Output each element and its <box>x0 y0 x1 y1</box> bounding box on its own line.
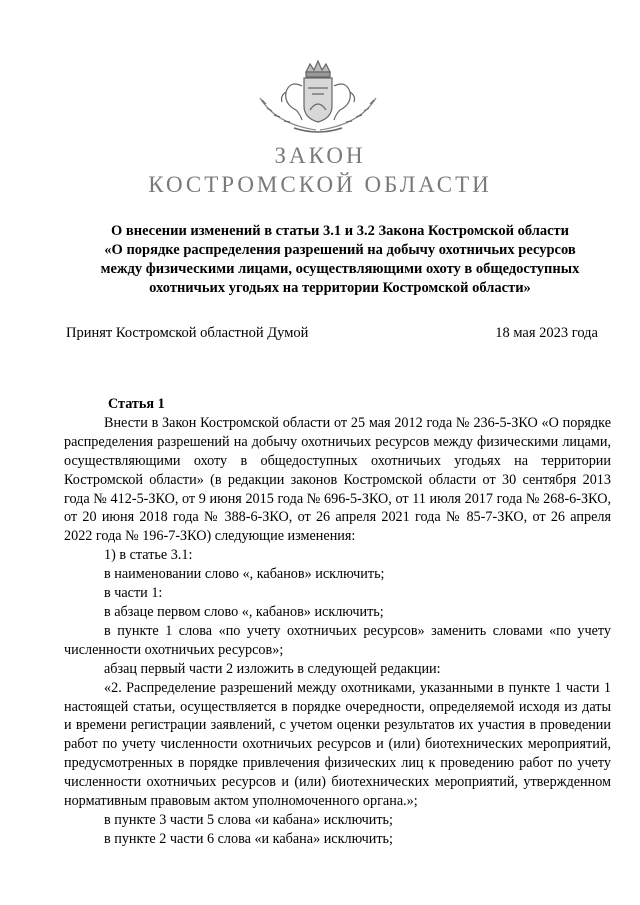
heading-line: охотничьих угодьях на территории Костромской области» <box>149 280 531 296</box>
paragraph: в абзаце первом слово «, кабанов» исключить; <box>104 603 384 620</box>
heading-line: «О порядке распределения разрешений на добычу охотничьих ресурсов <box>104 242 576 258</box>
paragraph: «2. Распределение разрешений между охотниками, указанными в пункте 1 части 1 настоящей статьи, осуществляется в порядке очередности, определяемой исходя из даты и времени регистрации заявлений, с учетом оценки результатов их участия в проведении работ по учету численности охотничьих ресурсов и (или) биотехнических мероприятий, предусмотренных в порядке привлечения физических лиц к проведению работ по учету численности охотничьих ресурсов и (или) биотехнических мероприятий, утвержденном нормативным правовым актом уполномоченного органа.»; <box>64 679 611 810</box>
paragraph: в пункте 3 части 5 слова «и кабана» исключить; <box>104 811 393 828</box>
paragraph: 1) в статье 3.1: <box>104 547 193 564</box>
paragraph: Внести в Закон Костромской области от 25 мая 2012 года № 236-5-ЗКО «О порядке распределения разрешений на добычу охотничьих ресурсов между физическими лицами, осуществляющими охоту в общедоступных охотничьих угодьях на территории Костромской области» (в редакции законов Костромской области от 30 сентября 2013 года № 412-5-ЗКО, от 9 июня 2015 года № 696-5-ЗКО, от 11 июля 2017 года № 268-6-ЗКО, от 20 июня 2018 года № 388-6-ЗКО, от 26 апреля 2021 года № 85-7-ЗКО, от 26 апреля 2022 года № 196-7-ЗКО) следующие изменения: <box>64 414 611 545</box>
adoption-line <box>66 325 598 342</box>
paragraph: в пункте 2 части 6 слова «и кабана» исключить; <box>104 830 393 847</box>
region-name: КОСТРОМСКОЙ ОБЛАСТИ <box>148 172 492 197</box>
law-word: ЗАКОН <box>274 143 366 168</box>
paragraph: в пункте 1 слова «по учету охотничьих ресурсов» заменить словами «по учету численности охотничьих ресурсов»; <box>64 622 611 658</box>
adoption-date: 18 мая 2023 года <box>495 325 598 341</box>
coat-of-arms-icon <box>256 58 380 136</box>
law-heading <box>80 222 600 298</box>
paragraph: в части 1: <box>104 585 163 602</box>
paragraph: в наименовании слово «, кабанов» исключить; <box>104 566 385 583</box>
heading-line: О внесении изменений в статьи 3.1 и 3.2 Закона Костромской области <box>110 223 570 239</box>
adopted-by: Принят Костромской областной Думой <box>66 325 309 341</box>
heading-line: между физическими лицами, осуществляющими охоту в общедоступных <box>100 261 580 277</box>
paragraph: абзац первый части 2 изложить в следующей редакции: <box>104 660 441 677</box>
article-body <box>64 395 611 849</box>
article-title: Статья 1 <box>108 396 165 412</box>
